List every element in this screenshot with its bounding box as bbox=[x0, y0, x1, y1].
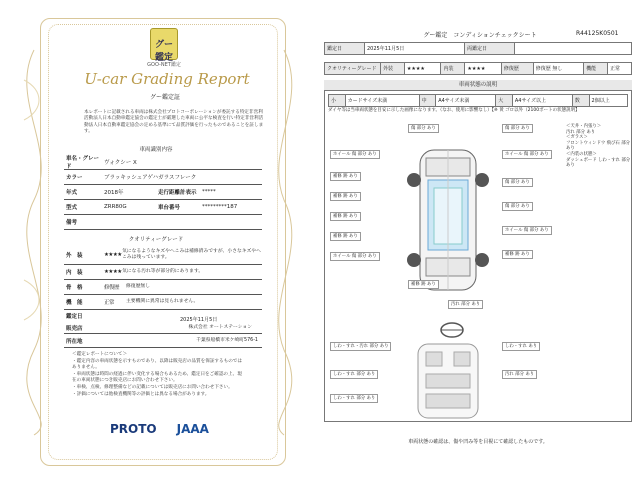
right-notes-panel bbox=[566, 124, 632, 194]
mileage-value: ***** bbox=[202, 189, 216, 195]
condition-check-sheet bbox=[318, 0, 640, 480]
row-grade bbox=[64, 155, 262, 170]
vin-label: 車台番号 bbox=[158, 205, 181, 211]
interior-text: 気になる汚れ等が部分的にあります。 bbox=[122, 269, 204, 274]
panel-heading: ＜ガラス＞ bbox=[566, 135, 588, 141]
model-value: ZRR80G bbox=[104, 204, 127, 210]
proto-logo: PROTO bbox=[110, 422, 157, 436]
legend-note: ダイヤ等は当車両状態を目安に示した画像になります。（なお、使用に影響なし）【※ 黄 ゴロ以外（2100ポートの状態説明】 bbox=[328, 108, 580, 113]
logo-caption: GOO-NET鑑定 bbox=[147, 62, 181, 68]
jaaa-logo: JAAA bbox=[176, 422, 209, 436]
grading-certificate bbox=[0, 0, 312, 480]
size-legend-table bbox=[328, 94, 628, 107]
panel-text: 汚れ 部分 あり bbox=[566, 129, 596, 135]
row-interior bbox=[64, 265, 262, 280]
vehicle-section-heading: 車両識別内容 bbox=[139, 147, 173, 153]
car-top-view-icon bbox=[398, 140, 498, 300]
footnote-item: ・鑑定内容の車両状態を示すものであり、以降は販売店の品質を保証するものではありません。 bbox=[72, 358, 242, 371]
callout-label: ホイール 傷 部分 あり bbox=[502, 226, 552, 235]
interior-label: 内 装 bbox=[66, 270, 83, 276]
size-count-desc: 2個以上 bbox=[589, 95, 627, 107]
row-issue-date bbox=[64, 310, 262, 322]
callout-label: ホイール 傷 部分 あり bbox=[502, 150, 552, 159]
row-notes bbox=[64, 215, 262, 230]
brand-logos bbox=[110, 422, 209, 436]
issue-date-value: 2025年11月5日 bbox=[180, 317, 218, 323]
footnote-title: ＜鑑定レポートについて＞ bbox=[72, 352, 128, 357]
goo-kantei-logo: グー鑑定 bbox=[150, 28, 178, 60]
grade-label: 車名・グレード bbox=[66, 156, 100, 170]
certificate-intro: 本レポートに記載される車両は株式会社プロトコーポレーションが委託する特定非営利活動法人日本自動車鑑定協会の鑑定士が厳選した車両に公平な検査を行い特定非営利活動法人日本自動車鑑定協会の定める基準にて品質評価を行ったものであることを証します。 bbox=[84, 110, 264, 135]
condition-heading: 車両状態の説明 bbox=[324, 80, 632, 91]
address-label: 所在地 bbox=[66, 338, 83, 345]
function-label: 機 能 bbox=[66, 300, 83, 306]
footnote-item: ・評価については他検査機関等の評価とは異なる場合があります。 bbox=[72, 391, 210, 397]
repair-value: 修復歴 無し bbox=[533, 63, 583, 75]
frame-label: 骨 格 bbox=[66, 285, 83, 291]
bland-value bbox=[515, 43, 632, 55]
mileage-label: 走行距離計表示 bbox=[158, 190, 197, 196]
func-value: 正常 bbox=[608, 63, 632, 75]
callout-label: ホイール 傷 部分 あり bbox=[330, 252, 380, 261]
year-value: 2018年 bbox=[104, 190, 124, 196]
callout-label: 汚れ 部分 あり bbox=[448, 300, 483, 309]
callout-label: 傷 部分 あり bbox=[502, 124, 533, 133]
size-large: 大 bbox=[496, 95, 513, 107]
footnote-item: ・車両状態は時間の経過に伴い変化する場合もあるため、鑑定日をご確認の上、現在の車両状態につき販売店にお問い合わせ下さい。 bbox=[72, 371, 242, 384]
func-label: 機能 bbox=[584, 63, 608, 75]
quality-section-heading: クオリティーグレード bbox=[128, 237, 184, 243]
issue-date-label: 鑑定日 bbox=[66, 314, 83, 320]
callout-label: しわ・すれ 部分 あり bbox=[330, 370, 378, 379]
size-large-desc: A4サイズ以上 bbox=[512, 95, 572, 107]
date-label: 鑑定日 bbox=[325, 43, 365, 55]
row-year bbox=[64, 185, 262, 200]
callout-label: 傷 部分 あり bbox=[502, 202, 533, 211]
date-table bbox=[324, 42, 632, 55]
size-medium-desc: A4サイズ未満 bbox=[436, 95, 496, 107]
function-text: 主要機関に異常は見られません。 bbox=[126, 299, 199, 304]
date-value: 2025年11月5日 bbox=[365, 43, 465, 55]
callout-label: 補修 跡 あり bbox=[330, 212, 361, 221]
callout-label: しわ・すれ・汚れ 部分 あり bbox=[330, 342, 391, 351]
int-label: 内装 bbox=[441, 63, 465, 75]
repair-label: 修復歴 bbox=[501, 63, 533, 75]
callout-label: 補修 跡 あり bbox=[330, 192, 361, 201]
interior-stars: ★★★★ bbox=[104, 269, 122, 275]
footnote-item: ・車検、点検、修理整備などの記載については販売店にお問い合わせ下さい。 bbox=[72, 384, 233, 390]
ext-label: 外装 bbox=[381, 63, 405, 75]
row-address bbox=[64, 334, 262, 348]
frame-text: 修復歴無し bbox=[126, 284, 150, 289]
year-label: 年式 bbox=[66, 190, 78, 196]
shop-value: 株式会社 オートステーション bbox=[188, 324, 252, 330]
size-count: 数 bbox=[572, 95, 589, 107]
callout-label: しわ・すれ あり bbox=[502, 342, 540, 351]
address-value: 千葉県船橋市米ケ崎町576-1 bbox=[196, 337, 258, 343]
callout-label: 傷 部分 あり bbox=[502, 178, 533, 187]
sheet-bottom-note: 車両状態の確認は、傷や凹み等を目視にて確認したものです。 bbox=[408, 439, 548, 445]
model-label: 型式 bbox=[66, 205, 78, 211]
row-frame bbox=[64, 280, 262, 295]
panel-text: ダッシュボード しわ・すれ 部分 あり bbox=[566, 157, 631, 169]
panel-heading: ＜内装の状態＞ bbox=[566, 151, 597, 157]
grade-label: クオリティーグレード bbox=[325, 63, 381, 75]
notes-label: 備考 bbox=[66, 220, 78, 226]
int-stars: ★★★★ bbox=[465, 63, 502, 75]
size-small: 小 bbox=[329, 95, 346, 107]
row-shop bbox=[64, 322, 262, 334]
color-label: カラー bbox=[66, 175, 83, 181]
panel-heading: ＜天井・内張り＞ bbox=[566, 124, 602, 129]
row-exterior bbox=[64, 245, 262, 265]
row-function bbox=[64, 295, 262, 310]
row-color bbox=[64, 170, 262, 185]
exterior-stars: ★★★★ bbox=[104, 251, 122, 258]
callout-label: 補修 跡 あり bbox=[330, 232, 361, 241]
exterior-label: 外 装 bbox=[66, 252, 83, 259]
callout-label: しわ・すれ 部分 あり bbox=[330, 394, 378, 403]
size-small-desc: カードサイズ未満 bbox=[345, 95, 419, 107]
certificate-subtitle: グー鑑定証 bbox=[149, 94, 180, 101]
exterior-text: 気になるようなキズやへこみは補修済みですが、小さなキズやへこみは残っています。 bbox=[122, 248, 261, 260]
grade-value: ヴォクシー X bbox=[104, 160, 137, 166]
sheet-title: グー鑑定 コンディションチェックシート bbox=[423, 32, 537, 39]
callout-label: 汚れ 部分 あり bbox=[502, 370, 537, 379]
row-model bbox=[64, 200, 262, 215]
ornament-left-icon bbox=[4, 40, 64, 440]
certificate-footnotes bbox=[72, 352, 242, 398]
callout-label: 補修 跡 あり bbox=[408, 280, 439, 289]
report-title: U-car Grading Report bbox=[84, 70, 250, 88]
frame-repair-label: 修復歴 bbox=[104, 285, 120, 291]
car-interior-view-icon bbox=[408, 340, 488, 420]
panel-text: フロントウィンドウ 飛び石 部分 あり bbox=[566, 140, 630, 152]
vin-value: *********187 bbox=[202, 204, 238, 210]
grade-table bbox=[324, 62, 632, 75]
callout-label: 補修 跡 あり bbox=[502, 250, 533, 259]
ornament-right-icon bbox=[264, 40, 312, 440]
function-status: 正常 bbox=[104, 300, 115, 306]
callout-label: 補修 跡 あり bbox=[330, 172, 361, 181]
bland-label: 両鑑定日 bbox=[465, 43, 515, 55]
callout-label: ホイール 傷 部分 あり bbox=[330, 150, 380, 159]
steering-wheel-icon bbox=[440, 322, 464, 338]
ext-stars: ★★★★ bbox=[404, 63, 441, 75]
document-number: R44125K0501 bbox=[576, 30, 619, 37]
color-value: ブラッキッシュアゲハガラスフレーク bbox=[104, 175, 197, 181]
shop-label: 販売店 bbox=[66, 325, 83, 332]
size-medium: 中 bbox=[419, 95, 436, 107]
callout-label: 傷 部分 あり bbox=[408, 124, 439, 133]
